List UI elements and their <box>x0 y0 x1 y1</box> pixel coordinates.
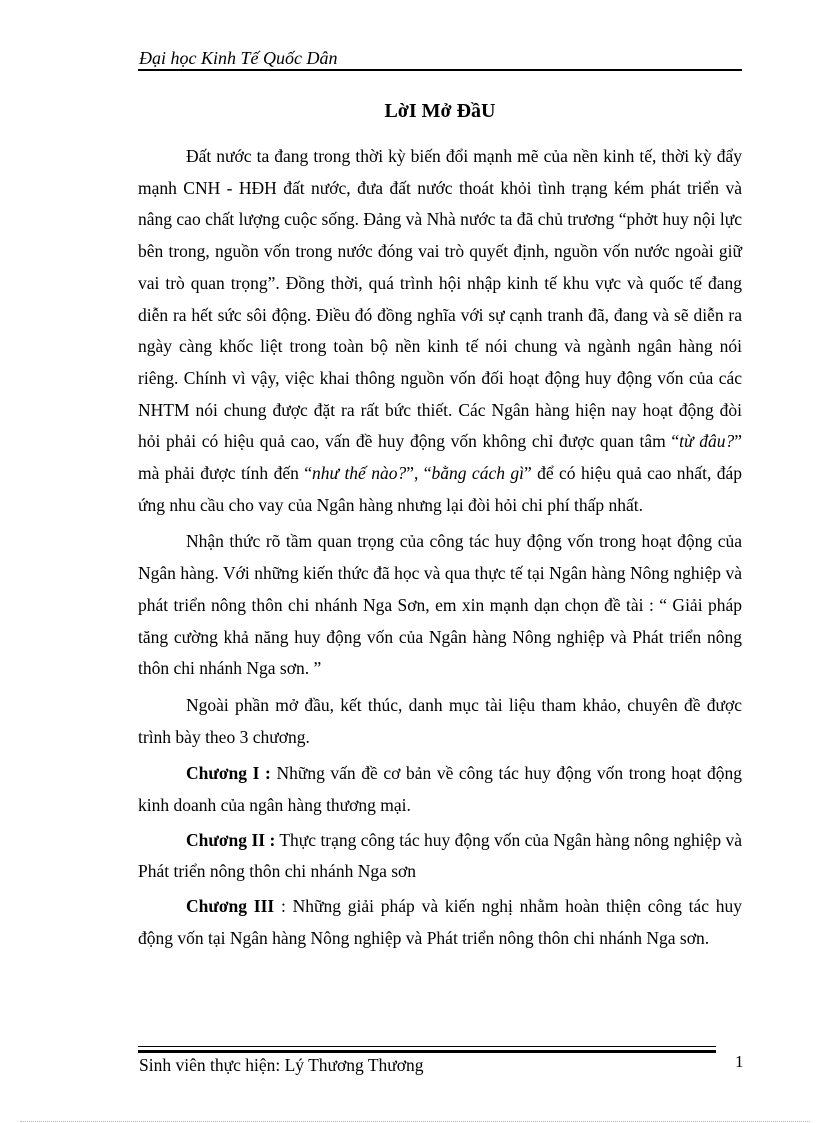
header-institution: Đại học Kinh Tế Quốc Dân <box>139 48 338 68</box>
italic-phrase-tu-dau: từ đâu? <box>679 431 735 452</box>
page-title: LờI Mở ĐầU <box>384 100 496 122</box>
page-number: 1 <box>735 1052 744 1071</box>
header-rule <box>138 69 742 71</box>
chapter-1 <box>138 758 742 821</box>
document-body <box>138 141 742 958</box>
chapter-1-label: Chương I : <box>186 763 271 784</box>
paragraph-intro-part-a: Đất nước ta đang trong thời kỳ biến đổi mạnh mẽ của nền kinh tế, thời kỳ đẩy mạnh CNH - HĐH đất nước, đưa đất nước thoát khỏi tình trạng kém phát triển và nâng cao chất lượng cuộc sống. Đảng và Nhà nước ta đã chủ trương “phởt huy nội lực bên trong, nguồn vốn trong nước đóng vai trò quyết định, nguồn vốn nước ngoài giữ vai trò quan trọng”. Đồng thời, quá trình hội nhập kinh tế khu vực và quốc tế đang diễn ra hết sức sôi động. Điều đó đồng nghĩa với sự cạnh tranh đã, đang và sẽ diễn ra ngày càng khốc liệt trong toàn bộ nền kinh tế nói chung và ngành ngân hàng nói riêng. Chính vì vậy, việc khai thông nguồn vốn đối hoạt động huy động vốn của các NHTM nói chung được đặt ra rất bức thiết. Các Ngân hàng hiện nay hoạt động đòi hỏi phải có hiệu quả cao, vấn đề huy động vốn không chỉ được quan tâm “ <box>138 146 742 452</box>
footer-rule-thin <box>138 1046 716 1047</box>
paragraph-structure: Ngoài phần mở đầu, kết thúc, danh mục tài liệu tham khảo, chuyên đề được trình bày theo 3 chương. <box>138 694 742 747</box>
italic-phrase-nhu-the-nao: như thế nào? <box>312 463 407 484</box>
page-bottom-divider <box>20 1121 810 1122</box>
paragraph-intro-part-b: ” mà phải được tính đến “ <box>138 431 742 484</box>
chapter-3 <box>138 891 742 954</box>
chapter-2 <box>138 825 742 888</box>
chapter-2-text: Thực trạng công tác huy động vốn của Ngân hàng nông nghiệp và Phát triển nông thôn chi nhánh Nga sơn <box>138 829 742 882</box>
paragraph-topic: Nhận thức rõ tầm quan trọng của công tác huy động vốn trong hoạt động của Ngân hàng. Với những kiến thức đã học và qua thực tế tại Ngân hàng Nông nghiệp và phát triển nông thôn chi nhánh Nga Sơn, em xin mạnh dạn chọn đề tài : “ Giải pháp tăng cường khả năng huy động vốn của Ngân hàng Nông nghiệp và Phát triển nông thôn chi nhánh Nga sơn. ” <box>138 531 742 679</box>
footer-author: Sinh viên thực hiện: Lý Thương Thương <box>139 1055 424 1075</box>
italic-phrase-bang-cach-gi: bằng cách gì <box>431 463 524 484</box>
chapter-3-text: : Những giải pháp và kiến nghị nhằm hoàn thiện công tác huy động vốn tại Ngân hàng Nông nghiệp và Phát triển nông thôn chi nhánh Nga sơn. <box>138 896 742 948</box>
paragraph-intro-part-c: ”, “ <box>406 463 432 484</box>
paragraph-intro-part-d: ” để có hiệu quả cao nhất, đáp ứng nhu cầu cho vay của Ngân hàng nhưng lại đòi hỏi chi phí thấp nhất. <box>138 463 742 515</box>
chapter-1-text: Những vấn đề cơ bản về công tác huy động vốn trong hoạt động kinh doanh của ngân hàng thương mại. <box>138 763 742 816</box>
footer-rule-thick <box>138 1050 716 1053</box>
chapter-3-label: Chương III <box>186 896 275 917</box>
chapter-2-label: Chương II : <box>186 829 276 850</box>
paragraph-intro <box>138 141 742 521</box>
